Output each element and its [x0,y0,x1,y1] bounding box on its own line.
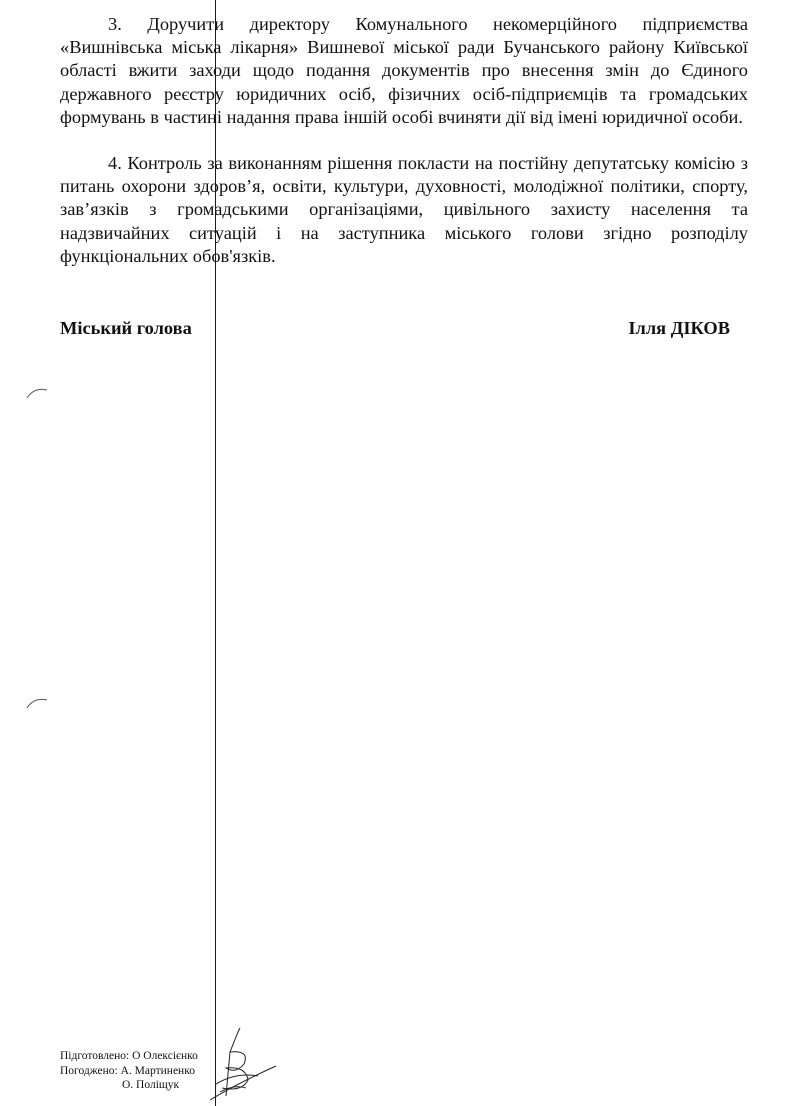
agreed-by: Погоджено: А. Мартиненко [60,1064,195,1077]
hole-punch-mark-icon [26,696,48,710]
hole-punch-mark-icon [26,386,48,400]
paragraph-3: 3. Доручити директору Комунального некомерційного підприємства «Вишнівська міська лікарня» Вишневої міської ради Бучанського району Київської області вжити заходи щодо подання документів про внесення змін до Єдиного державного реєстру юридичних осіб, фізичних осіб-підприємців та громадських формувань в частині надання права іншій особі вчиняти дії від імені юридичної особи. [60,14,748,127]
paragraph-4: 4. Контроль за виконанням рішення покласти на постійну депутатську комісію з питань охорони здоров’я, освіти, культури, духовності, молодіжної політики, спорту, зав’язків з громадськими організаціями, цивільного захисту населення та надзвичайних ситуацій і на заступника міського голови згідно розподілу функціональних обов'язків. [60,153,748,266]
signatory-role: Міський голова [60,318,192,338]
prepared-by: Підготовлено: О Олексієнко [60,1050,198,1062]
agreed-by-second: О. Поліщук [122,1079,180,1091]
signatory-name: Ілля ДІКОВ [628,318,730,338]
approval-footer [60,1049,198,1093]
handwritten-signature-icon [196,1026,278,1104]
